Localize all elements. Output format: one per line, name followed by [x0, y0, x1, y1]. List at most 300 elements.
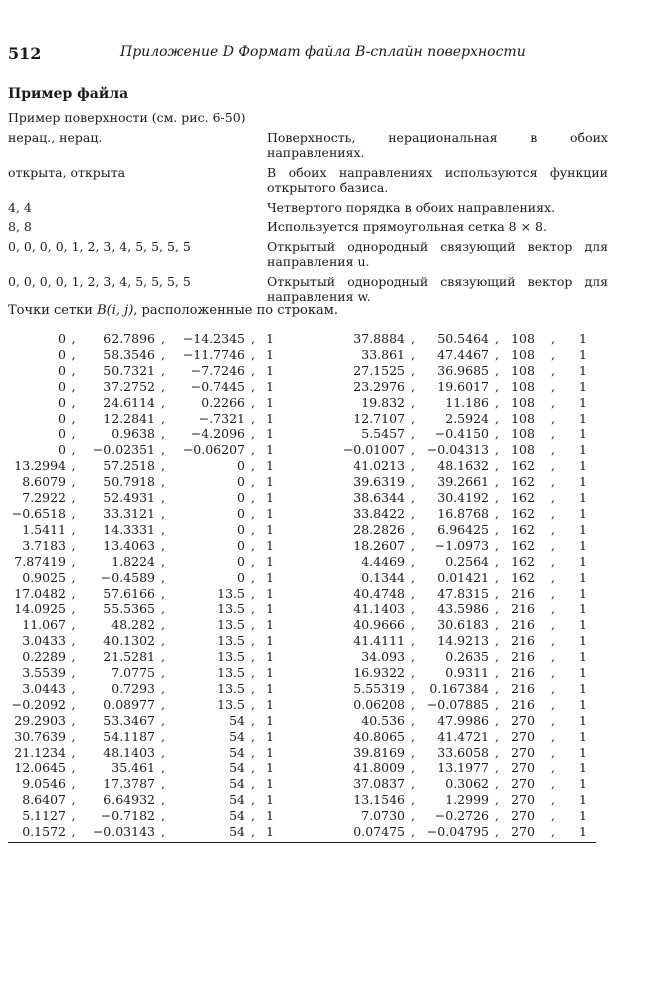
comma-separator: ,	[161, 521, 165, 537]
comma-separator: ,	[551, 649, 555, 665]
table-cell: 270	[511, 776, 535, 792]
comma-separator: ,	[161, 458, 165, 474]
table-cell: 1	[579, 617, 587, 633]
comma-separator: ,	[161, 553, 165, 569]
table-cell: 1	[579, 601, 587, 617]
table-cell: 108	[511, 378, 535, 394]
table-cell: 216	[511, 680, 535, 696]
table-cell: −0.04795	[426, 824, 489, 840]
comma-separator: ,	[551, 760, 555, 776]
table-cell: 1	[579, 346, 587, 362]
table-cell: 270	[511, 744, 535, 760]
comma-separator: ,	[551, 378, 555, 394]
table-cell: 54	[229, 744, 245, 760]
bottom-rule	[8, 842, 596, 843]
comma-separator: ,	[495, 744, 499, 760]
comma-separator: ,	[251, 649, 255, 665]
table-cell: 1	[579, 633, 587, 649]
table-cell: −0.2092	[11, 696, 66, 712]
comma-separator: ,	[71, 680, 76, 696]
comma-separator: ,	[161, 728, 165, 744]
table-cell: 12.7107	[353, 410, 405, 426]
table-cell: 1	[266, 505, 274, 521]
comma-separator: ,	[551, 696, 555, 712]
table-row	[8, 808, 596, 824]
table-cell: 0.7293	[111, 680, 155, 696]
table-cell: 6.64932	[103, 792, 155, 808]
comma-separator: ,	[161, 346, 165, 362]
spec-value: 0, 0, 0, 0, 1, 2, 3, 4, 5, 5, 5, 5	[8, 238, 191, 254]
comma-separator: ,	[251, 410, 255, 426]
table-row	[8, 411, 596, 427]
table-cell: 38.6344	[353, 490, 405, 506]
table-cell: 16.9322	[353, 665, 405, 681]
table-row	[8, 363, 596, 379]
table-cell: 7.0775	[111, 665, 155, 681]
table-cell: 0.07475	[353, 824, 405, 840]
comma-separator: ,	[411, 808, 415, 824]
table-cell: 13.5	[217, 585, 245, 601]
table-cell: 162	[511, 458, 535, 474]
comma-separator: ,	[551, 744, 555, 760]
comma-separator: ,	[495, 633, 499, 649]
table-row	[8, 792, 596, 808]
group-gap	[279, 792, 337, 808]
comma-separator: ,	[71, 744, 76, 760]
comma-separator: ,	[495, 617, 499, 633]
table-cell: 1	[579, 696, 587, 712]
grid-caption	[8, 303, 338, 318]
comma-separator: ,	[411, 553, 415, 569]
comma-separator: ,	[495, 760, 499, 776]
comma-separator: ,	[251, 617, 255, 633]
comma-separator: ,	[71, 585, 76, 601]
group-gap	[279, 522, 337, 538]
table-cell: 7.0730	[361, 808, 405, 824]
comma-separator: ,	[495, 808, 499, 824]
table-cell: 1	[579, 553, 587, 569]
table-row	[8, 665, 596, 681]
table-cell: 1	[579, 521, 587, 537]
table-cell: −0.7445	[190, 378, 245, 394]
comma-separator: ,	[251, 362, 255, 378]
table-cell: 40.4748	[353, 585, 405, 601]
table-cell: 0	[58, 331, 66, 346]
table-cell: 1	[266, 824, 274, 840]
table-cell: 48.1632	[437, 458, 489, 474]
comma-separator: ,	[161, 585, 165, 601]
table-cell: 0.1572	[22, 824, 66, 840]
comma-separator: ,	[251, 585, 255, 601]
comma-separator: ,	[495, 346, 499, 362]
table-cell: 1	[266, 792, 274, 808]
spec-comment: В обоих направлениях используются функции открытого базиса.	[267, 164, 608, 195]
group-gap	[279, 808, 337, 824]
group-gap	[279, 617, 337, 633]
comma-separator: ,	[71, 649, 76, 665]
table-cell: 1	[579, 712, 587, 728]
table-cell: 1.8224	[111, 553, 155, 569]
comma-separator: ,	[551, 505, 555, 521]
table-cell: 50.5464	[437, 331, 489, 346]
table-cell: 33.6058	[437, 744, 489, 760]
table-cell: 1	[266, 346, 274, 362]
comma-separator: ,	[411, 474, 415, 490]
group-gap	[279, 570, 337, 586]
table-cell: 14.3331	[103, 521, 155, 537]
table-cell: 50.7918	[103, 474, 155, 490]
table-cell: 11.067	[22, 617, 66, 633]
table-cell: 3.5539	[22, 665, 66, 681]
spec-comment: Открытый однородный связующий вектор для направления u.	[267, 238, 608, 269]
comma-separator: ,	[251, 442, 255, 458]
comma-separator: ,	[251, 378, 255, 394]
table-cell: 1	[579, 442, 587, 458]
comma-separator: ,	[71, 696, 76, 712]
comma-separator: ,	[71, 712, 76, 728]
group-gap	[279, 458, 337, 474]
table-row	[8, 490, 596, 506]
table-cell: 54	[229, 824, 245, 840]
table-cell: 3.7183	[22, 537, 66, 553]
table-cell: 28.2826	[353, 521, 405, 537]
comma-separator: ,	[161, 824, 165, 840]
table-cell: 1	[579, 378, 587, 394]
comma-separator: ,	[251, 760, 255, 776]
table-cell: 18.2607	[353, 537, 405, 553]
spec-list	[8, 110, 608, 309]
table-cell: 1	[579, 474, 587, 490]
comma-separator: ,	[251, 474, 255, 490]
comma-separator: ,	[161, 378, 165, 394]
comma-separator: ,	[551, 617, 555, 633]
comma-separator: ,	[251, 553, 255, 569]
table-cell: 40.1302	[103, 633, 155, 649]
spec-value: открыта, открыта	[8, 164, 126, 180]
spec-row	[8, 165, 608, 196]
table-cell: 3.0443	[22, 680, 66, 696]
table-cell: −0.2726	[434, 808, 489, 824]
table-cell: 1	[266, 617, 274, 633]
comma-separator: ,	[251, 696, 255, 712]
comma-separator: ,	[71, 426, 76, 442]
table-cell: 3.0433	[22, 633, 66, 649]
comma-separator: ,	[161, 665, 165, 681]
group-gap	[279, 474, 337, 490]
table-cell: 41.4721	[437, 728, 489, 744]
table-cell: 12.2841	[103, 410, 155, 426]
table-cell: 270	[511, 792, 535, 808]
comma-separator: ,	[411, 521, 415, 537]
group-gap	[279, 586, 337, 602]
comma-separator: ,	[495, 680, 499, 696]
table-cell: 54	[229, 760, 245, 776]
table-cell: 4.4469	[361, 553, 405, 569]
table-cell: 33.861	[361, 346, 405, 362]
comma-separator: ,	[495, 378, 499, 394]
table-cell: 0.9025	[22, 569, 66, 585]
table-row	[8, 760, 596, 776]
table-cell: 1	[266, 521, 274, 537]
comma-separator: ,	[551, 426, 555, 442]
table-cell: 35.461	[111, 760, 155, 776]
table-row	[8, 426, 596, 442]
table-row	[8, 458, 596, 474]
comma-separator: ,	[71, 633, 76, 649]
spec-row	[8, 200, 608, 216]
table-cell: 2.5924	[445, 410, 489, 426]
table-cell: 11.186	[445, 394, 489, 410]
comma-separator: ,	[251, 728, 255, 744]
comma-separator: ,	[495, 474, 499, 490]
comma-separator: ,	[161, 410, 165, 426]
group-gap	[279, 554, 337, 570]
table-cell: 1	[266, 362, 274, 378]
table-row	[8, 395, 596, 411]
table-cell: 19.832	[361, 394, 405, 410]
comma-separator: ,	[161, 696, 165, 712]
table-cell: 62.7896	[103, 331, 155, 346]
comma-separator: ,	[495, 824, 499, 840]
comma-separator: ,	[551, 346, 555, 362]
table-cell: 0	[58, 394, 66, 410]
table-cell: 0	[237, 458, 245, 474]
comma-separator: ,	[161, 362, 165, 378]
table-cell: 13.5	[217, 665, 245, 681]
comma-separator: ,	[161, 617, 165, 633]
table-cell: 57.6166	[103, 585, 155, 601]
table-cell: −0.07885	[426, 696, 489, 712]
comma-separator: ,	[71, 776, 76, 792]
comma-separator: ,	[71, 760, 76, 776]
table-cell: 13.5	[217, 633, 245, 649]
table-cell: 108	[511, 442, 535, 458]
comma-separator: ,	[551, 331, 555, 346]
comma-separator: ,	[71, 617, 76, 633]
table-cell: 162	[511, 490, 535, 506]
table-cell: 14.9213	[437, 633, 489, 649]
table-cell: 0.3062	[445, 776, 489, 792]
table-cell: 40.536	[361, 712, 405, 728]
spec-comment: Используется прямоугольная сетка 8 × 8.	[267, 219, 547, 234]
section-heading: Пример файла	[8, 86, 129, 102]
table-cell: 5.5457	[361, 426, 405, 442]
comma-separator: ,	[411, 712, 415, 728]
comma-separator: ,	[71, 728, 76, 744]
group-gap	[279, 665, 337, 681]
table-cell: 33.3121	[103, 505, 155, 521]
comma-separator: ,	[551, 458, 555, 474]
comma-separator: ,	[161, 808, 165, 824]
table-cell: 1	[266, 649, 274, 665]
comma-separator: ,	[251, 521, 255, 537]
spec-value: Пример поверхности (см. рис. 6-50)	[8, 110, 246, 125]
table-cell: 0.2289	[22, 649, 66, 665]
comma-separator: ,	[411, 362, 415, 378]
comma-separator: ,	[161, 426, 165, 442]
table-row	[8, 824, 596, 840]
table-cell: 48.282	[111, 617, 155, 633]
comma-separator: ,	[551, 553, 555, 569]
comma-separator: ,	[551, 633, 555, 649]
table-cell: 162	[511, 505, 535, 521]
group-gap	[279, 649, 337, 665]
table-cell: 0	[237, 553, 245, 569]
comma-separator: ,	[161, 712, 165, 728]
spec-row	[8, 239, 608, 270]
comma-separator: ,	[411, 601, 415, 617]
comma-separator: ,	[495, 331, 499, 346]
table-cell: 48.1403	[103, 744, 155, 760]
table-cell: 1	[266, 633, 274, 649]
comma-separator: ,	[161, 744, 165, 760]
table-cell: 30.7639	[14, 728, 66, 744]
table-row	[8, 522, 596, 538]
table-cell: 1.5411	[22, 521, 66, 537]
comma-separator: ,	[495, 410, 499, 426]
table-cell: 27.1525	[353, 362, 405, 378]
table-cell: 1	[266, 553, 274, 569]
spec-comment: Поверхность, нерациональная в обоих направлениях.	[267, 129, 608, 160]
comma-separator: ,	[71, 808, 76, 824]
table-cell: 41.1403	[353, 601, 405, 617]
table-cell: 1	[579, 824, 587, 840]
table-cell: −4.2096	[190, 426, 245, 442]
table-cell: 1	[579, 792, 587, 808]
table-cell: 1	[579, 410, 587, 426]
spec-value: нерац., нерац.	[8, 129, 103, 145]
comma-separator: ,	[551, 680, 555, 696]
table-cell: 216	[511, 601, 535, 617]
comma-separator: ,	[251, 824, 255, 840]
group-gap	[279, 442, 337, 458]
spec-row	[8, 219, 608, 235]
table-cell: 13.1977	[437, 760, 489, 776]
table-cell: 1	[266, 585, 274, 601]
comma-separator: ,	[251, 569, 255, 585]
table-cell: 21.1234	[14, 744, 66, 760]
table-cell: 41.4111	[353, 633, 405, 649]
table-cell: 1	[266, 601, 274, 617]
table-cell: 108	[511, 362, 535, 378]
table-cell: 5.55319	[353, 680, 405, 696]
comma-separator: ,	[411, 410, 415, 426]
spec-row	[8, 110, 608, 126]
group-gap	[279, 776, 337, 792]
table-cell: 270	[511, 824, 535, 840]
table-cell: 108	[511, 331, 535, 346]
comma-separator: ,	[161, 442, 165, 458]
group-gap	[279, 729, 337, 745]
table-cell: 0	[58, 362, 66, 378]
table-cell: 9.0546	[22, 776, 66, 792]
spec-value: 0, 0, 0, 0, 1, 2, 3, 4, 5, 5, 5, 5	[8, 273, 191, 289]
comma-separator: ,	[495, 792, 499, 808]
table-row	[8, 442, 596, 458]
table-cell: 216	[511, 633, 535, 649]
comma-separator: ,	[251, 394, 255, 410]
table-cell: 40.9666	[353, 617, 405, 633]
group-gap	[279, 760, 337, 776]
comma-separator: ,	[551, 728, 555, 744]
table-cell: 50.7321	[103, 362, 155, 378]
table-cell: 54	[229, 712, 245, 728]
comma-separator: ,	[71, 474, 76, 490]
table-cell: 1	[266, 760, 274, 776]
table-row	[8, 729, 596, 745]
comma-separator: ,	[71, 792, 76, 808]
table-cell: 57.2518	[103, 458, 155, 474]
comma-separator: ,	[551, 474, 555, 490]
table-cell: 52.4931	[103, 490, 155, 506]
comma-separator: ,	[71, 601, 76, 617]
comma-separator: ,	[251, 458, 255, 474]
table-cell: 1	[266, 378, 274, 394]
table-cell: 14.0925	[14, 601, 66, 617]
table-cell: 41.0213	[353, 458, 405, 474]
comma-separator: ,	[551, 394, 555, 410]
table-cell: 29.2903	[14, 712, 66, 728]
table-cell: 39.8169	[353, 744, 405, 760]
table-cell: 270	[511, 712, 535, 728]
table-cell: 1	[579, 537, 587, 553]
table-row	[8, 538, 596, 554]
table-cell: 1	[266, 474, 274, 490]
group-gap	[279, 395, 337, 411]
table-cell: 40.8065	[353, 728, 405, 744]
group-gap	[279, 697, 337, 713]
table-cell: 216	[511, 585, 535, 601]
table-cell: 1	[579, 680, 587, 696]
group-gap	[279, 506, 337, 522]
comma-separator: ,	[71, 553, 76, 569]
comma-separator: ,	[71, 346, 76, 362]
table-cell: 39.2661	[437, 474, 489, 490]
table-cell: 1	[579, 665, 587, 681]
table-cell: 17.0482	[14, 585, 66, 601]
table-cell: 0.06208	[353, 696, 405, 712]
comma-separator: ,	[411, 696, 415, 712]
table-row	[8, 681, 596, 697]
table-cell: 0	[237, 569, 245, 585]
comma-separator: ,	[71, 490, 76, 506]
table-cell: 0.167384	[429, 680, 489, 696]
table-cell: 1	[266, 808, 274, 824]
comma-separator: ,	[551, 569, 555, 585]
comma-separator: ,	[71, 331, 76, 346]
table-cell: 13.5	[217, 696, 245, 712]
comma-separator: ,	[251, 331, 255, 346]
group-gap	[279, 601, 337, 617]
group-gap	[279, 411, 337, 427]
table-cell: 30.4192	[437, 490, 489, 506]
comma-separator: ,	[411, 728, 415, 744]
table-cell: 1	[579, 728, 587, 744]
table-cell: 0	[58, 410, 66, 426]
table-cell: 162	[511, 553, 535, 569]
table-row	[8, 697, 596, 713]
table-cell: 6.96425	[437, 521, 489, 537]
comma-separator: ,	[411, 792, 415, 808]
table-cell: 8.6079	[22, 474, 66, 490]
table-cell: 0	[237, 505, 245, 521]
comma-separator: ,	[251, 505, 255, 521]
comma-separator: ,	[411, 665, 415, 681]
comma-separator: ,	[551, 521, 555, 537]
table-cell: 0	[58, 378, 66, 394]
comma-separator: ,	[495, 505, 499, 521]
comma-separator: ,	[495, 362, 499, 378]
